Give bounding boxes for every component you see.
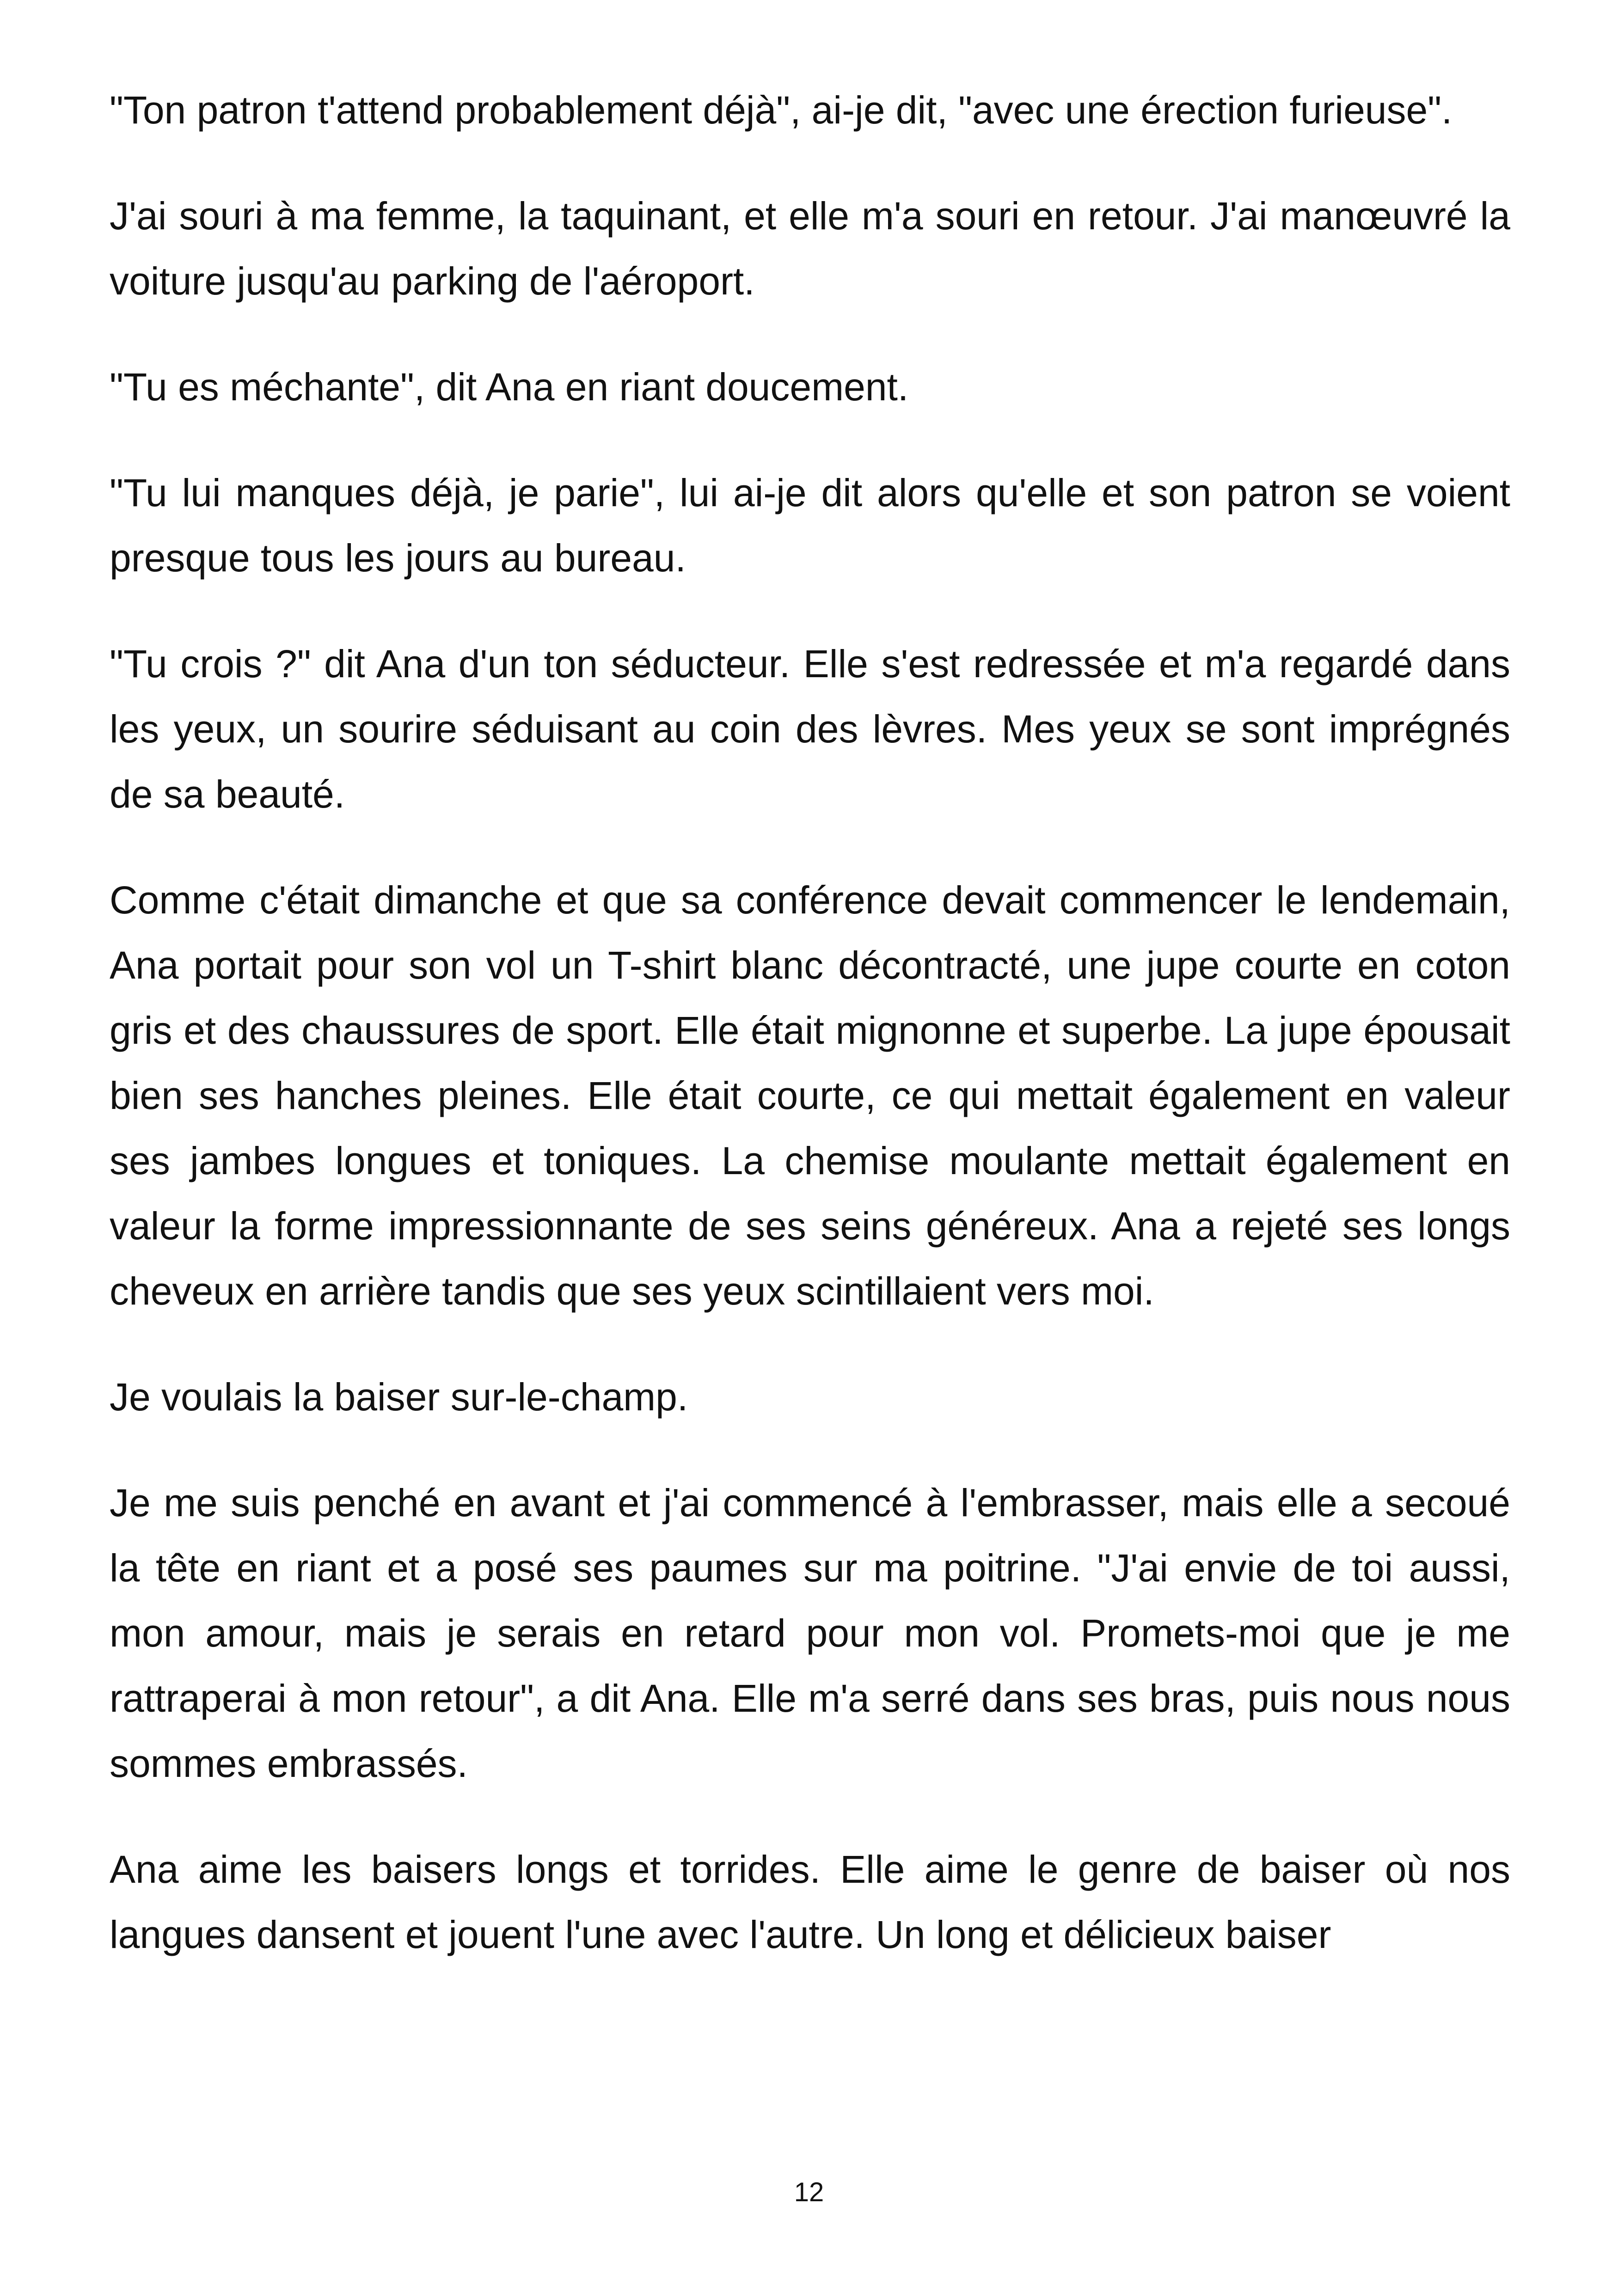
paragraph-1: "Ton patron t'attend probablement déjà", ai-je dit, "avec une érection furieuse". [110, 88, 1453, 132]
paragraph-6: Comme c'était dimanche et que sa conférence devait commencer le lendemain, Ana portait pour son vol un T-shirt blanc décontracté, une jupe courte en coton gris et des chaussures de sport. Elle était mignonne et superbe. La jupe épousait bien ses hanches pleines. Elle était courte, ce qui mettait également en valeur ses jambes longues et toniques. La chemise moulante mettait également en valeur la forme impressionnante de ses seins généreux. Ana a rejeté ses longs cheveux en arrière tandis que ses yeux scintillaient vers moi. [110, 878, 1510, 1313]
body-text [110, 78, 1510, 1967]
paragraph-2: J'ai souri à ma femme, la taquinant, et elle m'a souri en retour. J'ai manœuvré la voiture jusqu'au parking de l'aéroport. [110, 194, 1510, 303]
paragraph-8: Je me suis penché en avant et j'ai commencé à l'embrasser, mais elle a secoué la tête en riant et a posé ses paumes sur ma poitrine. "J'ai envie de toi aussi, mon amour, mais je serais en retard pour mon vol. Promets-moi que je me rattraperai à mon retour", a dit Ana. Elle m'a serré dans ses bras, puis nous nous sommes embrassés. [110, 1481, 1510, 1785]
paragraph-5: "Tu crois ?" dit Ana d'un ton séducteur. Elle s'est redressée et m'a regardé dans les yeux, un sourire séduisant au coin des lèvres. Mes yeux se sont imprégnés de sa beauté. [110, 642, 1510, 816]
paragraph-7: Je voulais la baiser sur-le-champ. [110, 1375, 688, 1419]
paragraph-9: Ana aime les baisers longs et torrides. Elle aime le genre de baiser où nos langues dansent et jouent l'une avec l'autre. Un long et délicieux baiser [110, 1848, 1510, 1956]
page-number: 12 [794, 2177, 824, 2207]
paragraph-4: "Tu lui manques déjà, je parie", lui ai-je dit alors qu'elle et son patron se voient presque tous les jours au bureau. [110, 471, 1510, 580]
paragraph-3: "Tu es méchante", dit Ana en riant doucement. [110, 365, 909, 409]
